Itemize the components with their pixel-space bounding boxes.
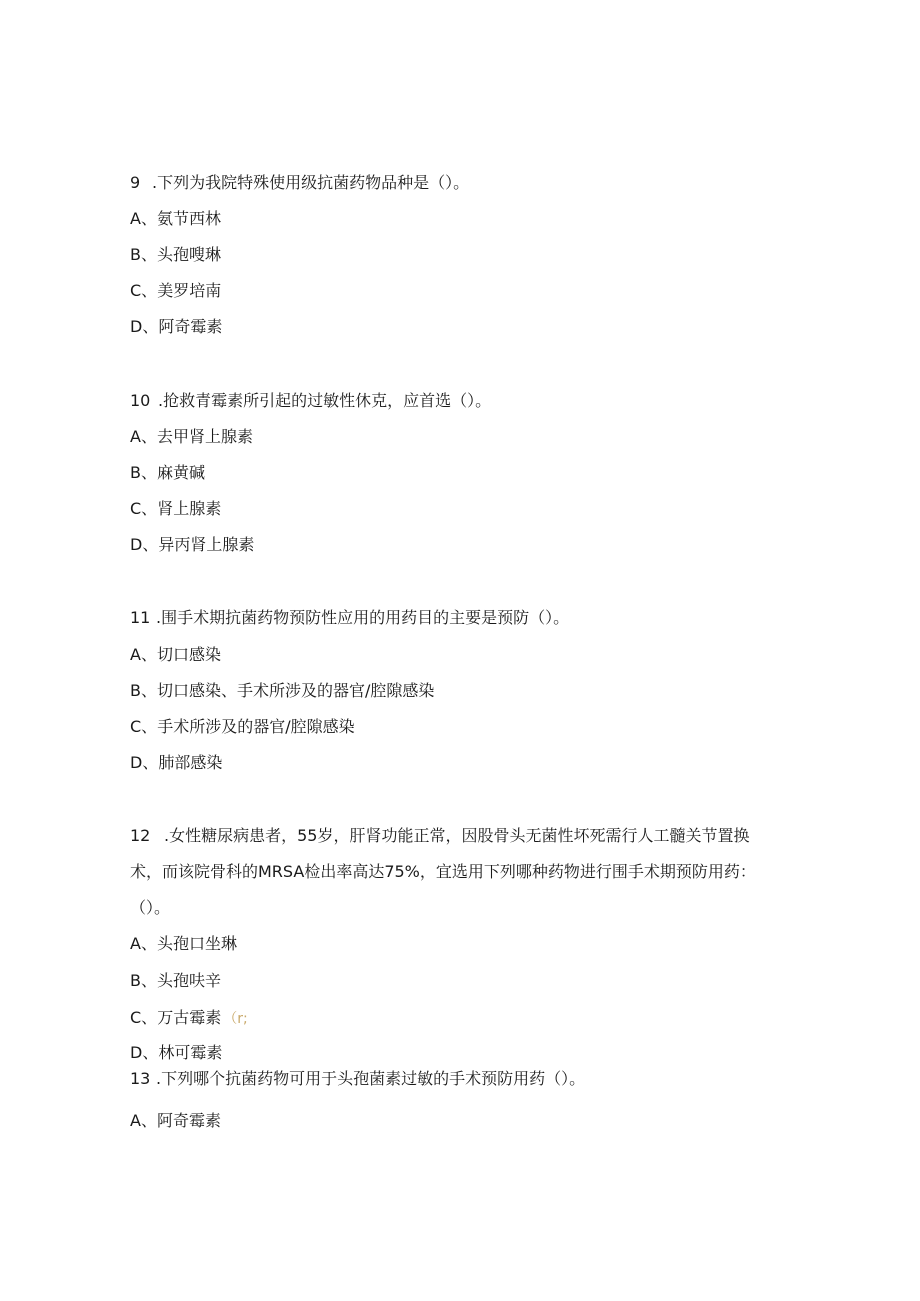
option-13a [130,1111,221,1131]
option-10b [130,463,205,483]
option-letter: C、 [130,1008,158,1027]
option-letter: D、 [130,1043,159,1062]
question-12 [130,826,749,846]
option-11b [130,681,434,701]
option-text: 美罗培南 [157,281,222,300]
option-12d [130,1043,222,1063]
option-text: 头孢口坐琳 [156,934,237,953]
question-9 [130,173,469,193]
question-12-continued [130,862,756,882]
question-text: .围手术期抗菌药物预防性应用的用药目的主要是预防（）。 [156,608,570,627]
question-text-line2: 术，而该院骨科的MRSA检出率高达75%，宜选用下列哪种药物进行围手术期预防用药： [130,862,756,881]
question-12-continued-2 [130,898,170,918]
question-10 [130,391,491,411]
option-letter: A、 [130,934,157,953]
option-letter: C、 [130,717,158,736]
option-letter: B、 [130,971,157,990]
option-text: 阿奇霉素 [158,317,223,336]
option-letter: B、 [130,463,157,482]
question-text: .抢救青霉素所引起的过敏性休克，应首选（）。 [158,391,492,410]
option-10c [130,499,221,519]
option-letter: C、 [130,281,158,300]
option-12c [130,1008,248,1029]
option-text: 氨节西林 [156,209,221,228]
option-letter: A、 [130,1111,157,1130]
option-text: 头孢呋辛 [156,971,221,990]
option-text: 林可霉素 [158,1043,223,1062]
option-9d [130,317,222,337]
option-10a [130,427,253,447]
option-10d [130,535,254,555]
option-text: 万古霉素 [157,1008,222,1027]
question-11 [130,608,569,628]
option-letter: B、 [130,245,157,264]
option-text: 肺部感染 [158,753,223,772]
question-text: .下列为我院特殊使用级抗菌药物品种是（）。 [152,173,470,192]
option-11d [130,753,222,773]
option-9b [130,245,221,265]
option-11c [130,717,355,737]
option-text: 切口感染、手术所涉及的器官/腔隙感染 [156,681,435,700]
question-number: 10 [130,391,151,410]
option-letter: A、 [130,427,157,446]
question-number: 9 [130,173,141,192]
option-text: 切口感染 [156,645,221,664]
option-9c [130,281,221,301]
option-12b [130,971,221,991]
question-text-line3: （）。 [130,898,171,917]
option-text: 肾上腺素 [157,499,222,518]
option-letter: D、 [130,317,159,336]
option-text: 异丙肾上腺素 [158,535,255,554]
option-11a [130,645,221,665]
option-text: 手术所涉及的器官/腔隙感染 [157,717,355,736]
option-letter: D、 [130,535,159,554]
question-13 [130,1069,585,1089]
handwritten-mark: （r; [223,1011,248,1027]
question-number: 11 [130,608,151,627]
question-number: 12 [130,826,151,845]
question-number: 13 [130,1069,151,1088]
option-text: 阿奇霉素 [156,1111,221,1130]
option-12a [130,934,237,954]
option-9a [130,209,221,229]
option-text: 头孢嗖琳 [156,245,221,264]
option-text: 去甲肾上腺素 [156,427,253,446]
option-letter: B、 [130,681,157,700]
question-text: .下列哪个抗菌药物可用于头孢菌素过敏的手术预防用药（）。 [156,1069,586,1088]
option-text: 麻黄碱 [156,463,205,482]
option-letter: A、 [130,645,157,664]
option-letter: A、 [130,209,157,228]
option-letter: D、 [130,753,159,772]
question-text-line1: .女性糖尿病患者，55岁，肝肾功能正常，因股骨头无菌性坏死需行人工髓关节置换 [164,826,750,845]
option-letter: C、 [130,499,158,518]
